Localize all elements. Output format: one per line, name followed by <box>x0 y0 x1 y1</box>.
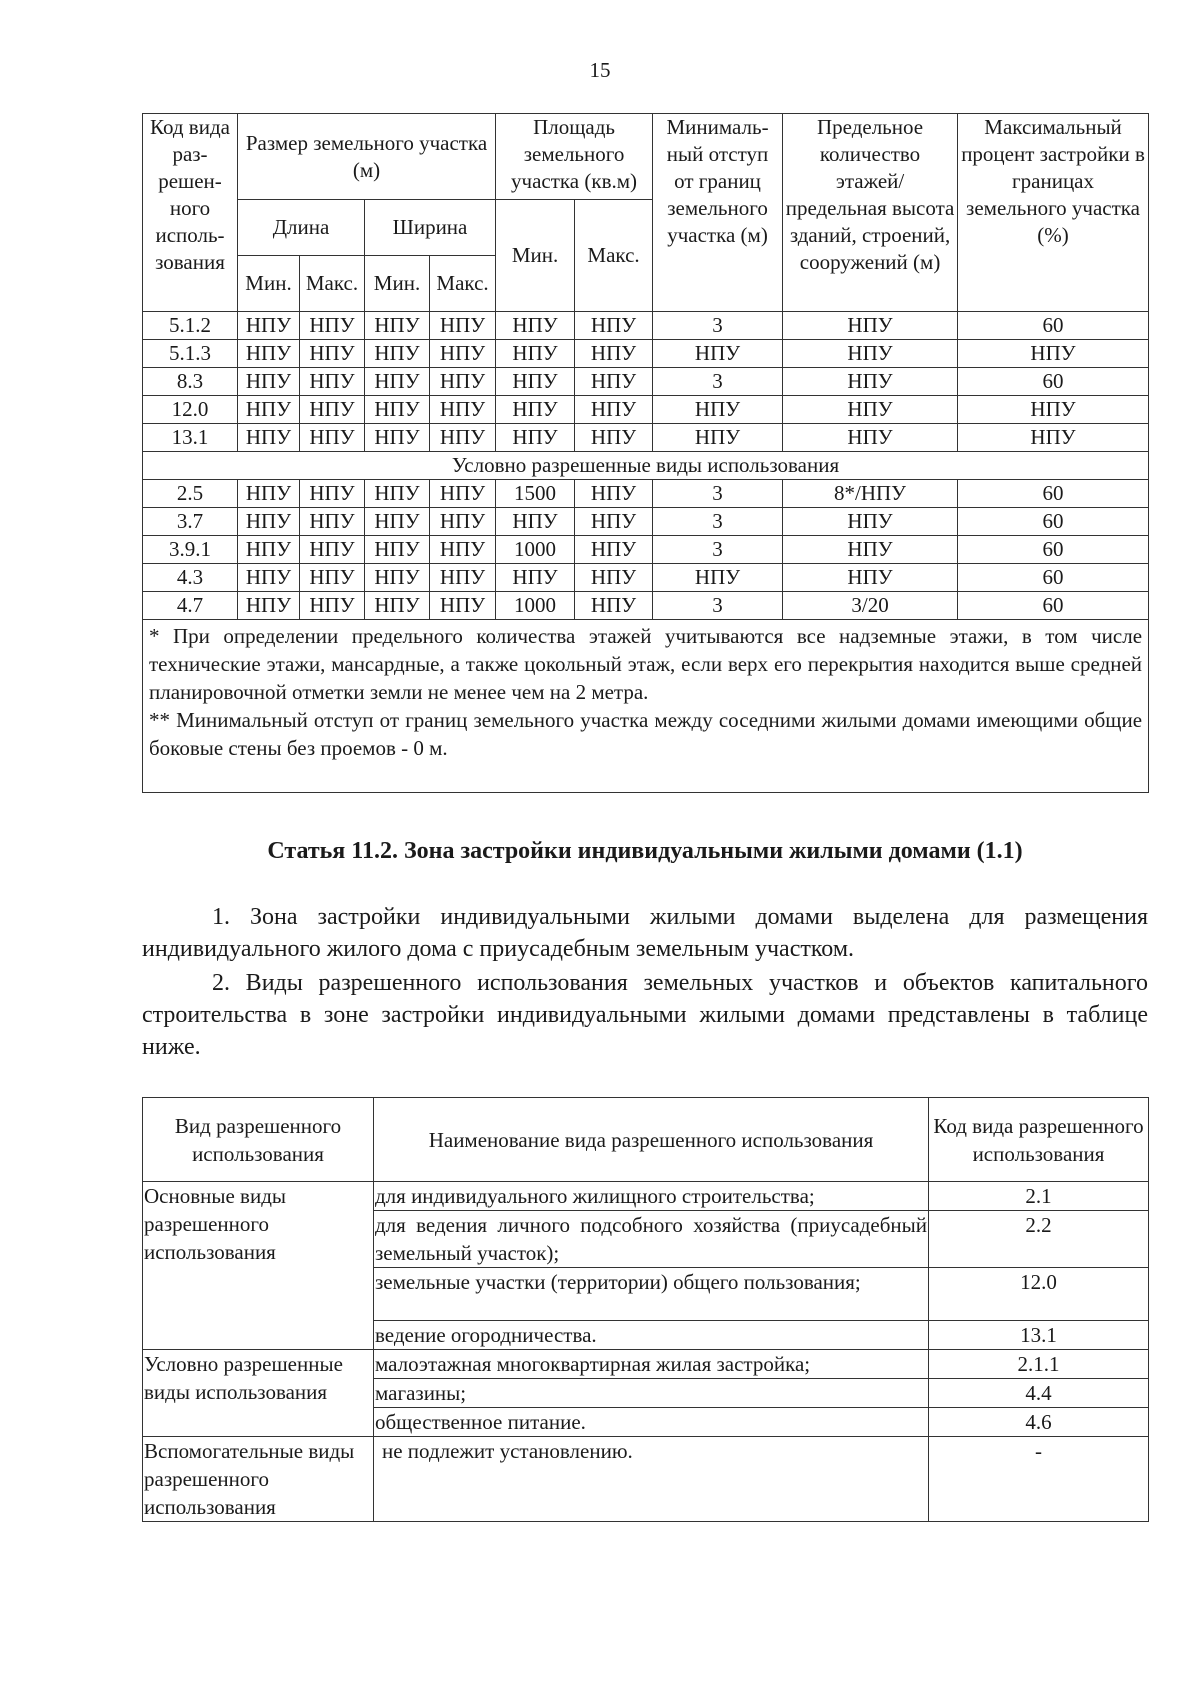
row-value-cell: НПУ <box>238 340 300 368</box>
row-value-cell: НПУ <box>958 396 1149 424</box>
use-code-cell: 2.1.1 <box>929 1350 1149 1379</box>
use-code-cell: 4.4 <box>929 1379 1149 1408</box>
row-value-cell: НПУ <box>430 480 496 508</box>
use-code-cell: - <box>929 1437 1149 1522</box>
header-plot-size: Размер земельного участка (м) <box>238 114 496 200</box>
row-value-cell: НПУ <box>496 340 575 368</box>
row-value-cell: НПУ <box>300 396 365 424</box>
row-value-cell: НПУ <box>300 564 365 592</box>
row-value-cell: НПУ <box>365 312 430 340</box>
table-row <box>143 340 1149 368</box>
row-value-cell: 3 <box>653 312 783 340</box>
note-floors: * При определении предельного количества этажей учитываются все надземные этажи, в том числе технические этажи, мансардные, а также цокольный этаж, если верх его перекрытия находится выше средней планировочной отметки земли не менее чем на 2 метра. <box>149 624 1143 704</box>
row-value-cell: НПУ <box>238 508 300 536</box>
row-value-cell: НПУ <box>783 536 958 564</box>
row-value-cell: 3 <box>653 536 783 564</box>
row-value-cell: НПУ <box>365 396 430 424</box>
row-value-cell: НПУ <box>575 536 653 564</box>
row-value-cell: НПУ <box>653 396 783 424</box>
zone-parameters-table <box>142 113 1149 793</box>
row-value-cell: 60 <box>958 564 1149 592</box>
row-value-cell: НПУ <box>783 368 958 396</box>
row-value-cell: НПУ <box>430 424 496 452</box>
use-code-cell: 2.2 <box>929 1211 1149 1268</box>
row-value-cell: НПУ <box>653 564 783 592</box>
header-use-name: Наименование вида разрешенного использования <box>374 1098 929 1182</box>
row-value-cell: НПУ <box>958 340 1149 368</box>
row-value-cell: НПУ <box>300 536 365 564</box>
use-name-cell: земельные участки (территории) общего пользования; <box>374 1268 929 1321</box>
row-value-cell: НПУ <box>575 368 653 396</box>
row-value-cell: 1000 <box>496 536 575 564</box>
row-value-cell: НПУ <box>300 480 365 508</box>
table-row <box>143 508 1149 536</box>
row-value-cell: НПУ <box>653 424 783 452</box>
header-area-max: Макс. <box>575 200 653 312</box>
row-value-cell: НПУ <box>430 312 496 340</box>
use-name-cell: ведение огородничества. <box>374 1321 929 1350</box>
row-value-cell: 60 <box>958 368 1149 396</box>
row-value-cell: НПУ <box>496 312 575 340</box>
row-value-cell: НПУ <box>653 340 783 368</box>
row-value-cell: НПУ <box>783 312 958 340</box>
row-value-cell: НПУ <box>783 508 958 536</box>
row-value-cell: НПУ <box>365 368 430 396</box>
row-value-cell: НПУ <box>575 396 653 424</box>
row-code-cell: 4.7 <box>143 592 238 620</box>
use-code-cell: 13.1 <box>929 1321 1149 1350</box>
row-value-cell: НПУ <box>783 564 958 592</box>
row-value-cell: НПУ <box>430 340 496 368</box>
row-value-cell: НПУ <box>575 592 653 620</box>
use-code-cell: 4.6 <box>929 1408 1149 1437</box>
use-group-label: Основные виды разрешенного использования <box>143 1182 374 1350</box>
header-code: Код вида раз- решен- ного исполь- зования <box>143 114 238 312</box>
table-row <box>143 480 1149 508</box>
use-code-cell: 12.0 <box>929 1268 1149 1321</box>
row-value-cell: НПУ <box>238 564 300 592</box>
row-value-cell: НПУ <box>300 340 365 368</box>
article-title: Статья 11.2. Зона застройки индивидуальными жилыми домами (1.1) <box>267 838 1023 864</box>
use-name-cell: общественное питание. <box>374 1408 929 1437</box>
header-length-max: Макс. <box>300 256 365 312</box>
row-value-cell: НПУ <box>365 592 430 620</box>
row-value-cell: 8*/НПУ <box>783 480 958 508</box>
use-group-label: Условно разрешенные виды использования <box>143 1350 374 1437</box>
row-value-cell: 60 <box>958 480 1149 508</box>
header-coverage: Максимальный процент застройки в границах земельного участка (%) <box>958 114 1149 312</box>
row-value-cell: НПУ <box>783 340 958 368</box>
row-code-cell: 2.5 <box>143 480 238 508</box>
row-value-cell: 1000 <box>496 592 575 620</box>
paragraph-1: 1. Зона застройки индивидуальными жилыми домами выделена для размещения индивидуального жилого дома с приусадебным земельным участком. <box>142 904 1148 962</box>
note-setback: ** Минимальный отступ от границ земельного участка между соседними жилыми домами имеющими общие боковые стены без проемов - 0 м. <box>149 708 1143 760</box>
header-use-code: Код вида разрешенного использования <box>929 1098 1149 1182</box>
row-value-cell: НПУ <box>365 536 430 564</box>
row-code-cell: 8.3 <box>143 368 238 396</box>
row-code-cell: 13.1 <box>143 424 238 452</box>
row-code-cell: 3.7 <box>143 508 238 536</box>
row-value-cell: НПУ <box>496 564 575 592</box>
row-value-cell: НПУ <box>430 592 496 620</box>
row-value-cell: НПУ <box>365 508 430 536</box>
table-row <box>143 1182 1149 1211</box>
row-value-cell: НПУ <box>238 592 300 620</box>
row-code-cell: 3.9.1 <box>143 536 238 564</box>
row-value-cell: 3 <box>653 592 783 620</box>
row-value-cell: НПУ <box>300 424 365 452</box>
row-value-cell: 3/20 <box>783 592 958 620</box>
use-name-cell: малоэтажная многоквартирная жилая застройка; <box>374 1350 929 1379</box>
table-row <box>143 368 1149 396</box>
row-value-cell: НПУ <box>238 368 300 396</box>
row-value-cell: НПУ <box>430 564 496 592</box>
table-row <box>143 536 1149 564</box>
row-value-cell: НПУ <box>430 508 496 536</box>
header-length-min: Мин. <box>238 256 300 312</box>
header-width-min: Мин. <box>365 256 430 312</box>
row-value-cell: НПУ <box>365 340 430 368</box>
row-value-cell: НПУ <box>496 508 575 536</box>
row-value-cell: НПУ <box>783 424 958 452</box>
table-row <box>143 424 1149 452</box>
paragraph-2: 2. Виды разрешенного использования земельных участков и объектов капитального строительства в зоне застройки индивидуальными жилыми домами представлены в таблице ниже. <box>142 970 1148 1060</box>
row-value-cell: НПУ <box>238 480 300 508</box>
conditional-section-title: Условно разрешенные виды использования <box>143 452 1149 480</box>
header-width: Ширина <box>365 200 496 256</box>
use-name-cell: для ведения личного подсобного хозяйства (приусадебный земельный участок); <box>374 1211 929 1268</box>
header-area-min: Мин. <box>496 200 575 312</box>
row-value-cell: НПУ <box>496 424 575 452</box>
row-value-cell: НПУ <box>496 368 575 396</box>
row-code-cell: 4.3 <box>143 564 238 592</box>
permitted-uses-table <box>142 1097 1149 1522</box>
row-value-cell: НПУ <box>575 564 653 592</box>
header-width-max: Макс. <box>430 256 496 312</box>
use-code-cell: 2.1 <box>929 1182 1149 1211</box>
row-value-cell: НПУ <box>300 312 365 340</box>
row-value-cell: НПУ <box>430 536 496 564</box>
row-value-cell: НПУ <box>575 480 653 508</box>
header-length: Длина <box>238 200 365 256</box>
table-notes <box>143 620 1149 793</box>
row-value-cell: НПУ <box>238 536 300 564</box>
row-value-cell: НПУ <box>300 368 365 396</box>
row-value-cell: НПУ <box>365 480 430 508</box>
row-value-cell: НПУ <box>238 424 300 452</box>
row-value-cell: 60 <box>958 312 1149 340</box>
row-value-cell: 3 <box>653 368 783 396</box>
row-value-cell: НПУ <box>300 592 365 620</box>
row-value-cell: НПУ <box>300 508 365 536</box>
row-value-cell: 1500 <box>496 480 575 508</box>
row-value-cell: НПУ <box>365 564 430 592</box>
table-row <box>143 592 1149 620</box>
row-value-cell: НПУ <box>365 424 430 452</box>
row-value-cell: НПУ <box>575 508 653 536</box>
row-value-cell: НПУ <box>958 424 1149 452</box>
row-code-cell: 5.1.2 <box>143 312 238 340</box>
table-row <box>143 1350 1149 1379</box>
table-row <box>143 564 1149 592</box>
row-value-cell: НПУ <box>238 396 300 424</box>
row-value-cell: НПУ <box>238 312 300 340</box>
header-floors: Предельное количество этажей/ предельная высота зданий, строений, сооружений (м) <box>783 114 958 312</box>
row-value-cell: НПУ <box>430 368 496 396</box>
row-value-cell: НПУ <box>496 396 575 424</box>
row-value-cell: НПУ <box>430 396 496 424</box>
row-value-cell: НПУ <box>783 396 958 424</box>
use-name-cell: для индивидуального жилищного строительства; <box>374 1182 929 1211</box>
header-area: Площадь земельного участка (кв.м) <box>496 114 653 200</box>
table-row <box>143 1437 1149 1522</box>
row-value-cell: НПУ <box>575 424 653 452</box>
row-value-cell: 3 <box>653 480 783 508</box>
use-name-cell: магазины; <box>374 1379 929 1408</box>
table-row <box>143 312 1149 340</box>
page-number: 15 <box>589 58 611 82</box>
row-code-cell: 12.0 <box>143 396 238 424</box>
use-group-label: Вспомогательные виды разрешенного использования <box>143 1437 374 1522</box>
row-value-cell: НПУ <box>575 312 653 340</box>
row-value-cell: 60 <box>958 508 1149 536</box>
header-use-type: Вид разрешенного использования <box>143 1098 374 1182</box>
header-setback: Минималь- ный отступ от границ земельного участка (м) <box>653 114 783 312</box>
row-value-cell: 60 <box>958 536 1149 564</box>
row-value-cell: 3 <box>653 508 783 536</box>
table-row <box>143 396 1149 424</box>
row-code-cell: 5.1.3 <box>143 340 238 368</box>
row-value-cell: 60 <box>958 592 1149 620</box>
row-value-cell: НПУ <box>575 340 653 368</box>
use-name-cell: не подлежит установлению. <box>374 1437 929 1522</box>
